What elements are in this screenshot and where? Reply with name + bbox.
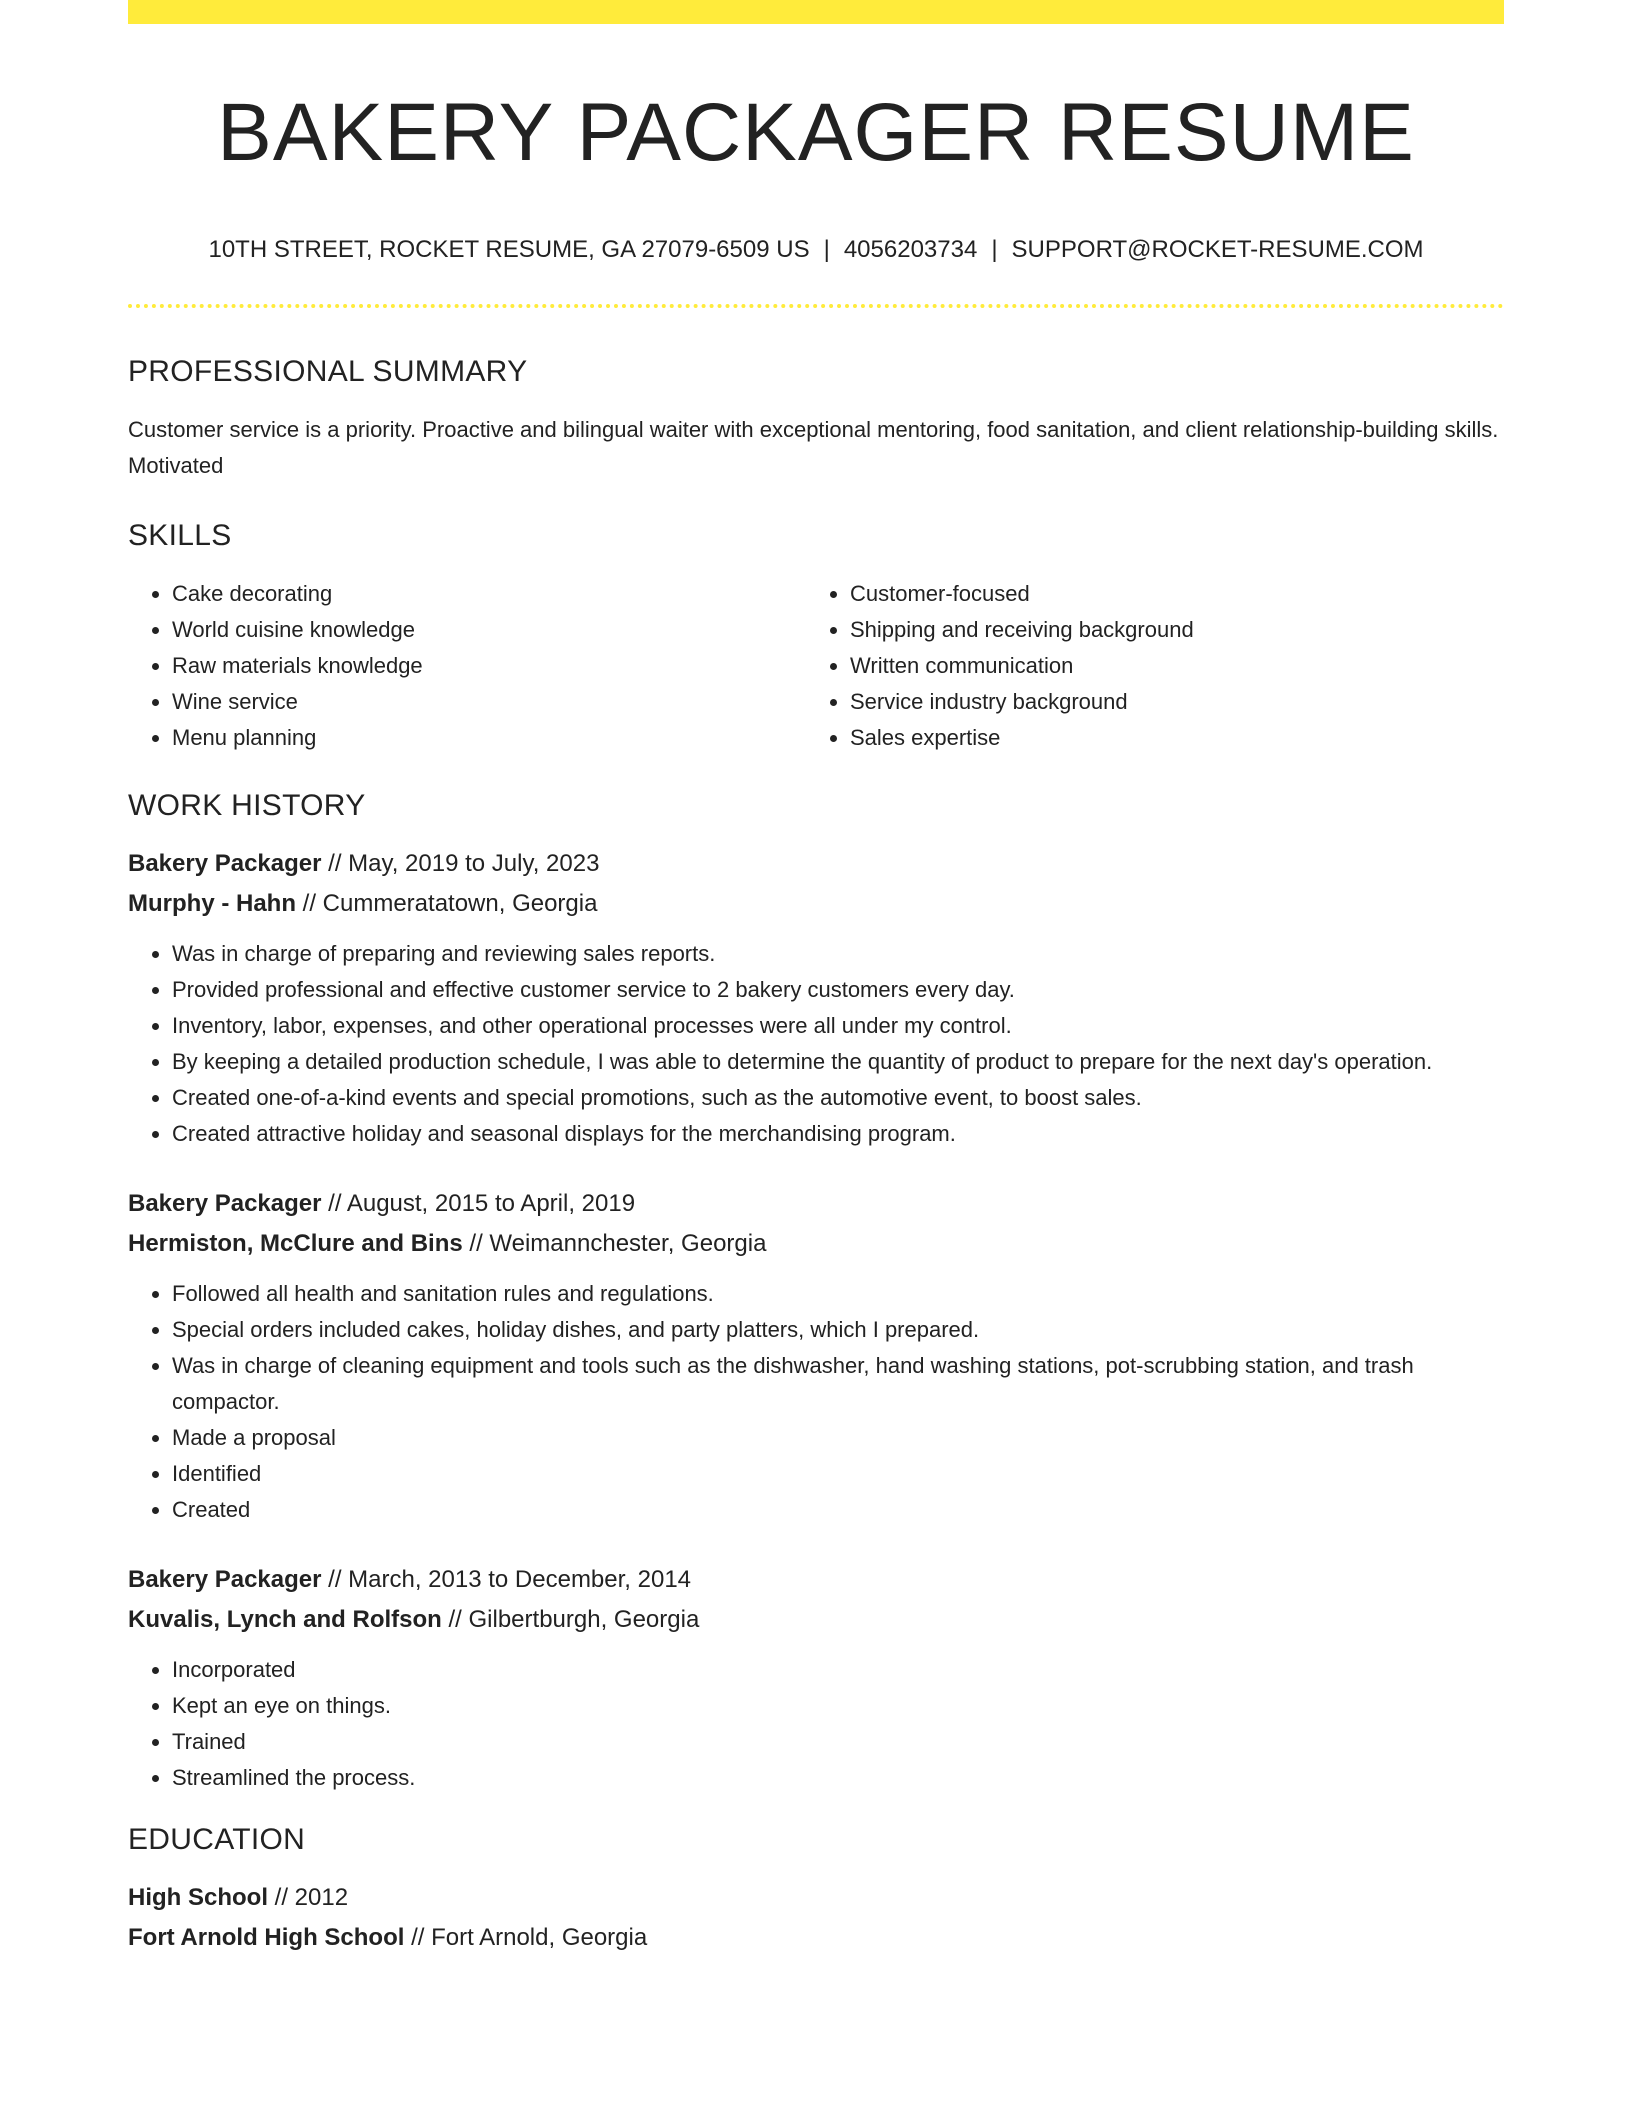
job-bullet: • Trained xyxy=(172,1724,1504,1760)
job-dates: // May, 2019 to July, 2023 xyxy=(321,849,600,877)
job-company: Kuvalis, Lynch and Rolfson xyxy=(128,1605,442,1633)
job-bullet: • Kept an eye on things. xyxy=(172,1688,1504,1724)
education-school-line xyxy=(128,1918,1504,1958)
skills-list-left xyxy=(128,576,806,756)
job-bullet: • Inventory, labor, expenses, and other operational processes were all under my control. xyxy=(172,1008,1504,1044)
dotted-divider xyxy=(128,304,1504,308)
education-degree: High School xyxy=(128,1883,268,1911)
job-title-line xyxy=(128,1560,1504,1600)
job-bullet: • Special orders included cakes, holiday dishes, and party platters, which I prepared. xyxy=(172,1312,1504,1348)
job-location: // Weimannchester, Georgia xyxy=(462,1229,767,1257)
skill-item: • Wine service xyxy=(172,684,806,720)
job-bullet: • Created xyxy=(172,1492,1504,1528)
job-location: // Cummeratatown, Georgia xyxy=(296,889,598,917)
job-dates: // August, 2015 to April, 2019 xyxy=(321,1189,636,1217)
contact-line xyxy=(128,234,1504,265)
skill-item: • Shipping and receiving background xyxy=(850,612,1484,648)
job-bullet: • Incorporated xyxy=(172,1652,1504,1688)
skills-heading: SKILLS xyxy=(128,518,232,552)
skill-item: • World cuisine knowledge xyxy=(172,612,806,648)
education-year: // 2012 xyxy=(268,1883,349,1911)
skills-columns xyxy=(128,576,1504,756)
education-location: // Fort Arnold, Georgia xyxy=(404,1923,648,1951)
job-bullet: • Provided professional and effective customer service to 2 bakery customers every day. xyxy=(172,972,1504,1008)
skill-item: • Menu planning xyxy=(172,720,806,756)
contact-separator: | xyxy=(823,236,830,264)
job-role: Bakery Packager xyxy=(128,849,322,877)
job-bullet: • Was in charge of preparing and reviewing sales reports. xyxy=(172,936,1504,972)
job-company-line xyxy=(128,1224,1504,1264)
resume-title: BAKERY PACKAGER RESUME xyxy=(217,87,1415,178)
job-company-line xyxy=(128,1600,1504,1640)
summary-text: Customer service is a priority. Proactive and bilingual waiter with exceptional mentoring, food sanitation, and client relationship-building skills. Motivated xyxy=(128,416,1499,478)
resume-page xyxy=(128,0,1504,1958)
job-bullet: • Made a proposal xyxy=(172,1420,1504,1456)
skill-item: • Customer-focused xyxy=(850,576,1484,612)
contact-phone: 4056203734 xyxy=(843,236,978,264)
job-entry xyxy=(128,1560,1504,1796)
top-accent-bar xyxy=(128,0,1504,24)
education-school: Fort Arnold High School xyxy=(128,1923,405,1951)
skill-item: • Sales expertise xyxy=(850,720,1484,756)
education-degree-line xyxy=(128,1878,1504,1918)
job-role: Bakery Packager xyxy=(128,1565,322,1593)
job-company: Hermiston, McClure and Bins xyxy=(128,1229,463,1257)
job-bullet: • Followed all health and sanitation rules and regulations. xyxy=(172,1276,1504,1312)
job-company-line xyxy=(128,884,1504,924)
job-bullets xyxy=(128,936,1504,1152)
job-bullet: • Created one-of-a-kind events and special promotions, such as the automotive event, to boost sales. xyxy=(172,1080,1504,1116)
job-role: Bakery Packager xyxy=(128,1189,322,1217)
skill-item: • Cake decorating xyxy=(172,576,806,612)
job-title-line xyxy=(128,844,1504,884)
job-bullet: • Was in charge of cleaning equipment and tools such as the dishwasher, hand washing stations, pot-scrubbing station, and trash compactor. xyxy=(172,1348,1504,1420)
job-bullet: • Identified xyxy=(172,1456,1504,1492)
job-bullet: • By keeping a detailed production schedule, I was able to determine the quantity of product to prepare for the next day's operation. xyxy=(172,1044,1504,1080)
work-history-heading: WORK HISTORY xyxy=(128,788,366,822)
job-location: // Gilbertburgh, Georgia xyxy=(441,1605,700,1633)
contact-address: 10TH STREET, ROCKET RESUME, GA 27079-6509 US xyxy=(208,236,810,264)
skill-item: • Raw materials knowledge xyxy=(172,648,806,684)
contact-separator: | xyxy=(991,236,998,264)
job-company: Murphy - Hahn xyxy=(128,889,296,917)
summary-heading: PROFESSIONAL SUMMARY xyxy=(128,354,528,388)
contact-email: SUPPORT@ROCKET-RESUME.COM xyxy=(1011,236,1424,264)
skill-item: • Service industry background xyxy=(850,684,1484,720)
job-entry xyxy=(128,1184,1504,1528)
job-title-line xyxy=(128,1184,1504,1224)
job-bullets xyxy=(128,1652,1504,1796)
job-dates: // March, 2013 to December, 2014 xyxy=(321,1565,692,1593)
skills-list-right xyxy=(806,576,1484,756)
job-bullet: • Streamlined the process. xyxy=(172,1760,1504,1796)
job-bullets xyxy=(128,1276,1504,1528)
skill-item: • Written communication xyxy=(850,648,1484,684)
education-heading: EDUCATION xyxy=(128,1822,306,1856)
job-entry xyxy=(128,844,1504,1152)
job-bullet: • Created attractive holiday and seasonal displays for the merchandising program. xyxy=(172,1116,1504,1152)
